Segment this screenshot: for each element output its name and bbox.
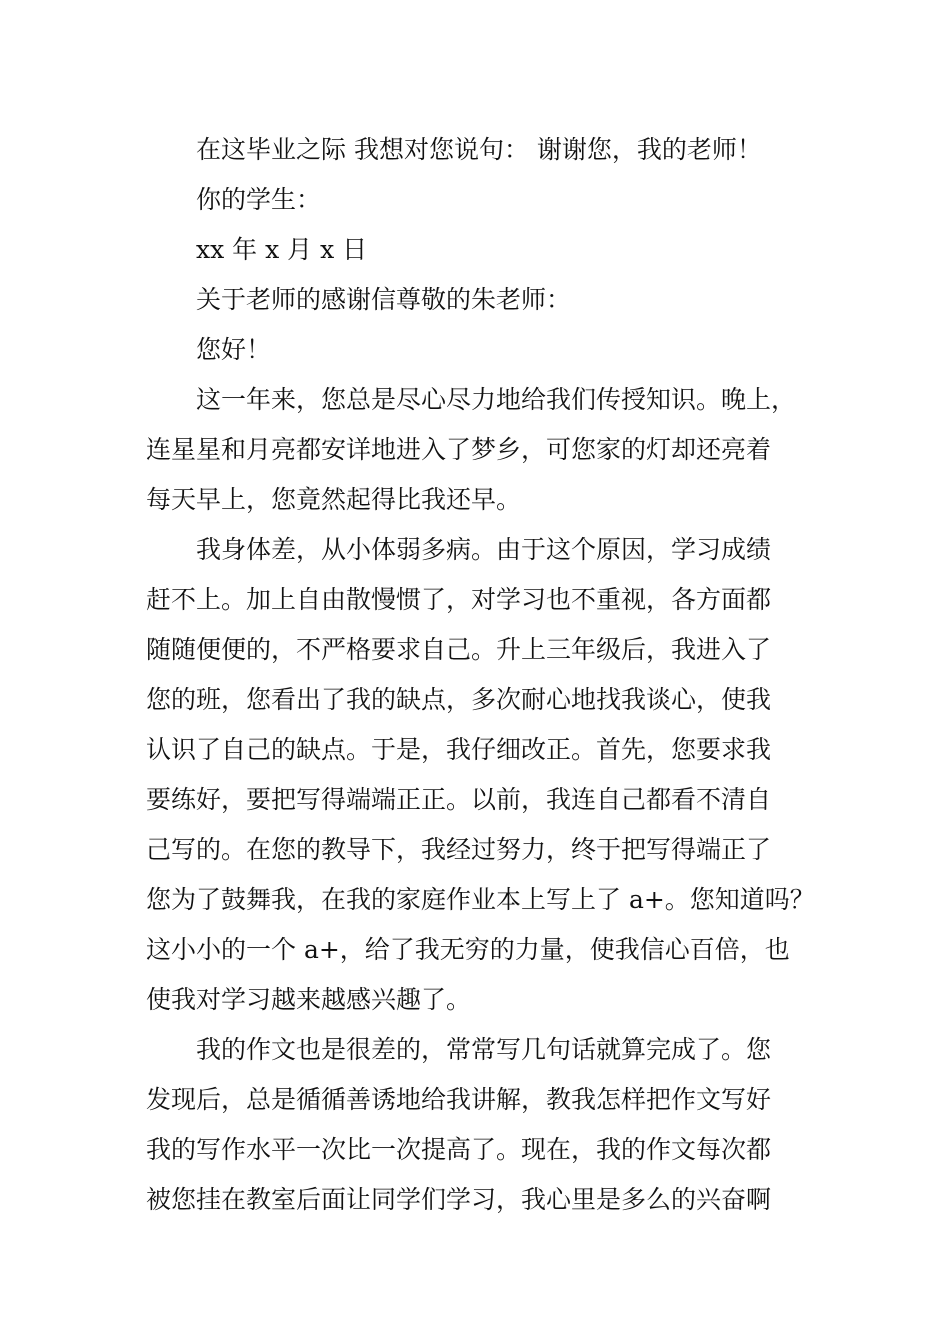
text-line-9: 我身体差，从小体弱多病。由于这个原因，学习成绩: [196, 535, 772, 564]
text-line-22: 被您挂在教室后面让同学们学习，我心里是多么的兴奋啊: [146, 1185, 772, 1214]
text-line-3: xx 年 x 月 x 日: [196, 235, 368, 264]
text-line-21: 我的写作水平一次比一次提高了。现在，我的作文每次都: [146, 1135, 772, 1164]
text-line-6: 这一年来，您总是尽心尽力地给我们传授知识。晚上，: [196, 385, 797, 414]
text-line-2: 你的学生：: [196, 185, 322, 214]
text-line-10: 赶不上。加上自由散慢惯了，对学习也不重视，各方面都: [146, 585, 772, 614]
text-line-14: 要练好，要把写得端端正正。以前，我连自己都看不清自: [146, 785, 772, 814]
text-line-5: 您好！: [196, 335, 272, 364]
text-line-20: 发现后，总是循循善诱地给我讲解，教我怎样把作文写好: [146, 1085, 772, 1114]
text-line-19: 我的作文也是很差的，常常写几句话就算完成了。您: [196, 1035, 772, 1064]
text-line-8: 每天早上，您竟然起得比我还早。: [146, 485, 522, 514]
text-line-1: 在这毕业之际 我想对您说句： 谢谢您，我的老师！: [196, 135, 762, 164]
text-line-16: 您为了鼓舞我，在我的家庭作业本上写上了 a+。您知道吗？: [146, 885, 815, 914]
text-line-4: 关于老师的感谢信尊敬的朱老师：: [196, 285, 572, 314]
text-line-18: 使我对学习越来越感兴趣了。: [146, 985, 472, 1014]
text-line-7: 连星星和月亮都安详地进入了梦乡，可您家的灯却还亮着: [146, 435, 772, 464]
text-line-13: 认识了自己的缺点。于是，我仔细改正。首先，您要求我: [146, 735, 772, 764]
text-line-11: 随随便便的，不严格要求自己。升上三年级后，我进入了: [146, 635, 772, 664]
text-line-17: 这小小的一个 a+，给了我无穷的力量，使我信心百倍，也: [146, 935, 790, 964]
text-line-15: 己写的。在您的教导下，我经过努力，终于把写得端正了: [146, 835, 772, 864]
text-line-12: 您的班，您看出了我的缺点，多次耐心地找我谈心，使我: [146, 685, 772, 714]
